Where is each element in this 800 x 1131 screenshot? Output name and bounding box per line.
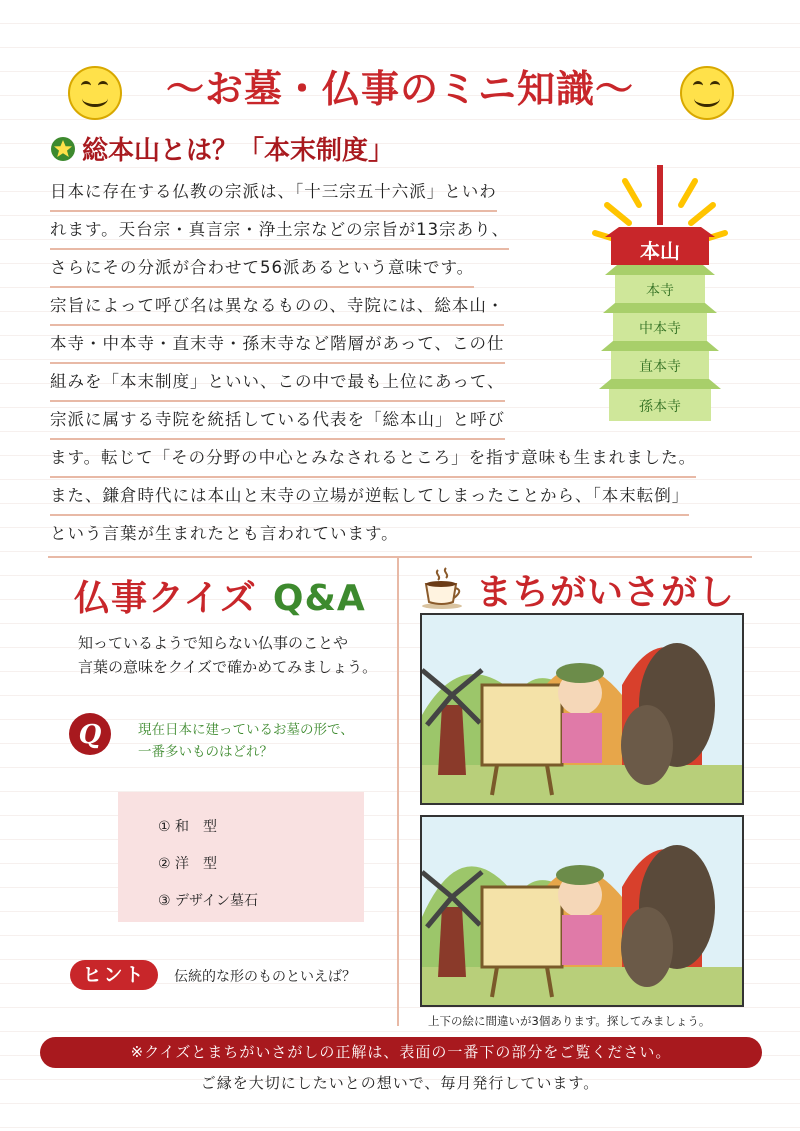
star-icon (50, 136, 76, 162)
body-line: 宗旨によって呼び名は異なるものの、寺院には、総本山・ (50, 288, 504, 326)
body-line: れます。天台宗・真言宗・浄土宗などの宗旨が13宗あり、 (50, 212, 509, 250)
quiz-intro-line: 知っているようで知らない仏事のことや (78, 634, 349, 652)
pagoda-illustration (585, 165, 735, 425)
pagoda-level-label: 直本寺 (639, 359, 681, 375)
section-divider (48, 556, 752, 558)
pagoda-level-label: 本寺 (646, 283, 674, 299)
smiley-right-icon (680, 66, 734, 120)
spot-difference-top-image (420, 613, 744, 805)
pagoda-level-label: 中本寺 (639, 321, 681, 337)
pagoda-spire (657, 165, 663, 225)
body-line: という言葉が生まれたとも言われています。 (50, 524, 399, 543)
pagoda-level-label: 本山 (640, 239, 680, 263)
section-heading (50, 130, 394, 166)
hint-text: 伝統的な形のものといえば？ (174, 969, 356, 985)
question-badge-letter: Q (78, 720, 102, 750)
question-line: 現在日本に建っているお墓の形で、 (138, 722, 354, 738)
quiz-title-text: 仏事クイズ (74, 578, 257, 619)
body-line: 宗派に属する寺院を統括している代表を「総本山」と呼び (50, 402, 505, 440)
quiz-title-qa: Q&A (272, 578, 366, 619)
quiz-title (74, 570, 366, 621)
pagoda-level-label: 孫本寺 (639, 399, 681, 415)
answer-option: ② 洋 型 (158, 856, 218, 872)
section-heading-text: 総本山とは？「本末制度」 (82, 136, 395, 166)
question-line: 一番多いものはどれ？ (138, 744, 273, 760)
quiz-intro-line: 言葉の意味をクイズで確かめてみましょう。 (78, 658, 378, 676)
smiley-left-icon (68, 66, 122, 120)
body-line: 日本に存在する仏教の宗派は、「十三宗五十六派」といわ (50, 174, 497, 212)
body-line: さらにその分派が合わせて56派あるという意味です。 (50, 250, 474, 288)
answer-notice-bar: ※クイズとまちがいさがしの正解は、表面の一番下の部分をご覧ください。 (40, 1037, 762, 1068)
answer-option: ③ デザイン墓石 (158, 893, 259, 909)
body-line: ます。転じて「その分野の中心とみなされるところ」を指す意味も生まれました。 (50, 440, 696, 478)
body-line: 本寺・中本寺・直末寺・孫末寺など階層があって、この仕 (50, 326, 505, 364)
question-badge-icon (68, 712, 112, 756)
spot-difference-bottom-image (420, 815, 744, 1007)
spot-difference-caption: 上下の絵に間違いが3個あります。探してみましょう。 (428, 1014, 711, 1028)
column-divider (397, 558, 399, 1026)
answer-option: ① 和 型 (158, 819, 218, 835)
footer-tagline: ご縁を大切にしたいとの想いで、毎月発行しています。 (200, 1074, 600, 1092)
hint-badge: ヒント (70, 960, 158, 990)
coffee-cup-icon (418, 566, 466, 610)
body-line: また、鎌倉時代には本山と末寺の立場が逆転してしまったことから、「本末転倒」 (50, 478, 689, 516)
page-title: ～お墓・仏事のミニ知識～ (165, 67, 634, 111)
body-line: 組みを「本末制度」といい、この中で最も上位にあって、 (50, 364, 505, 402)
spot-difference-title: まちがいさがし (476, 572, 736, 613)
